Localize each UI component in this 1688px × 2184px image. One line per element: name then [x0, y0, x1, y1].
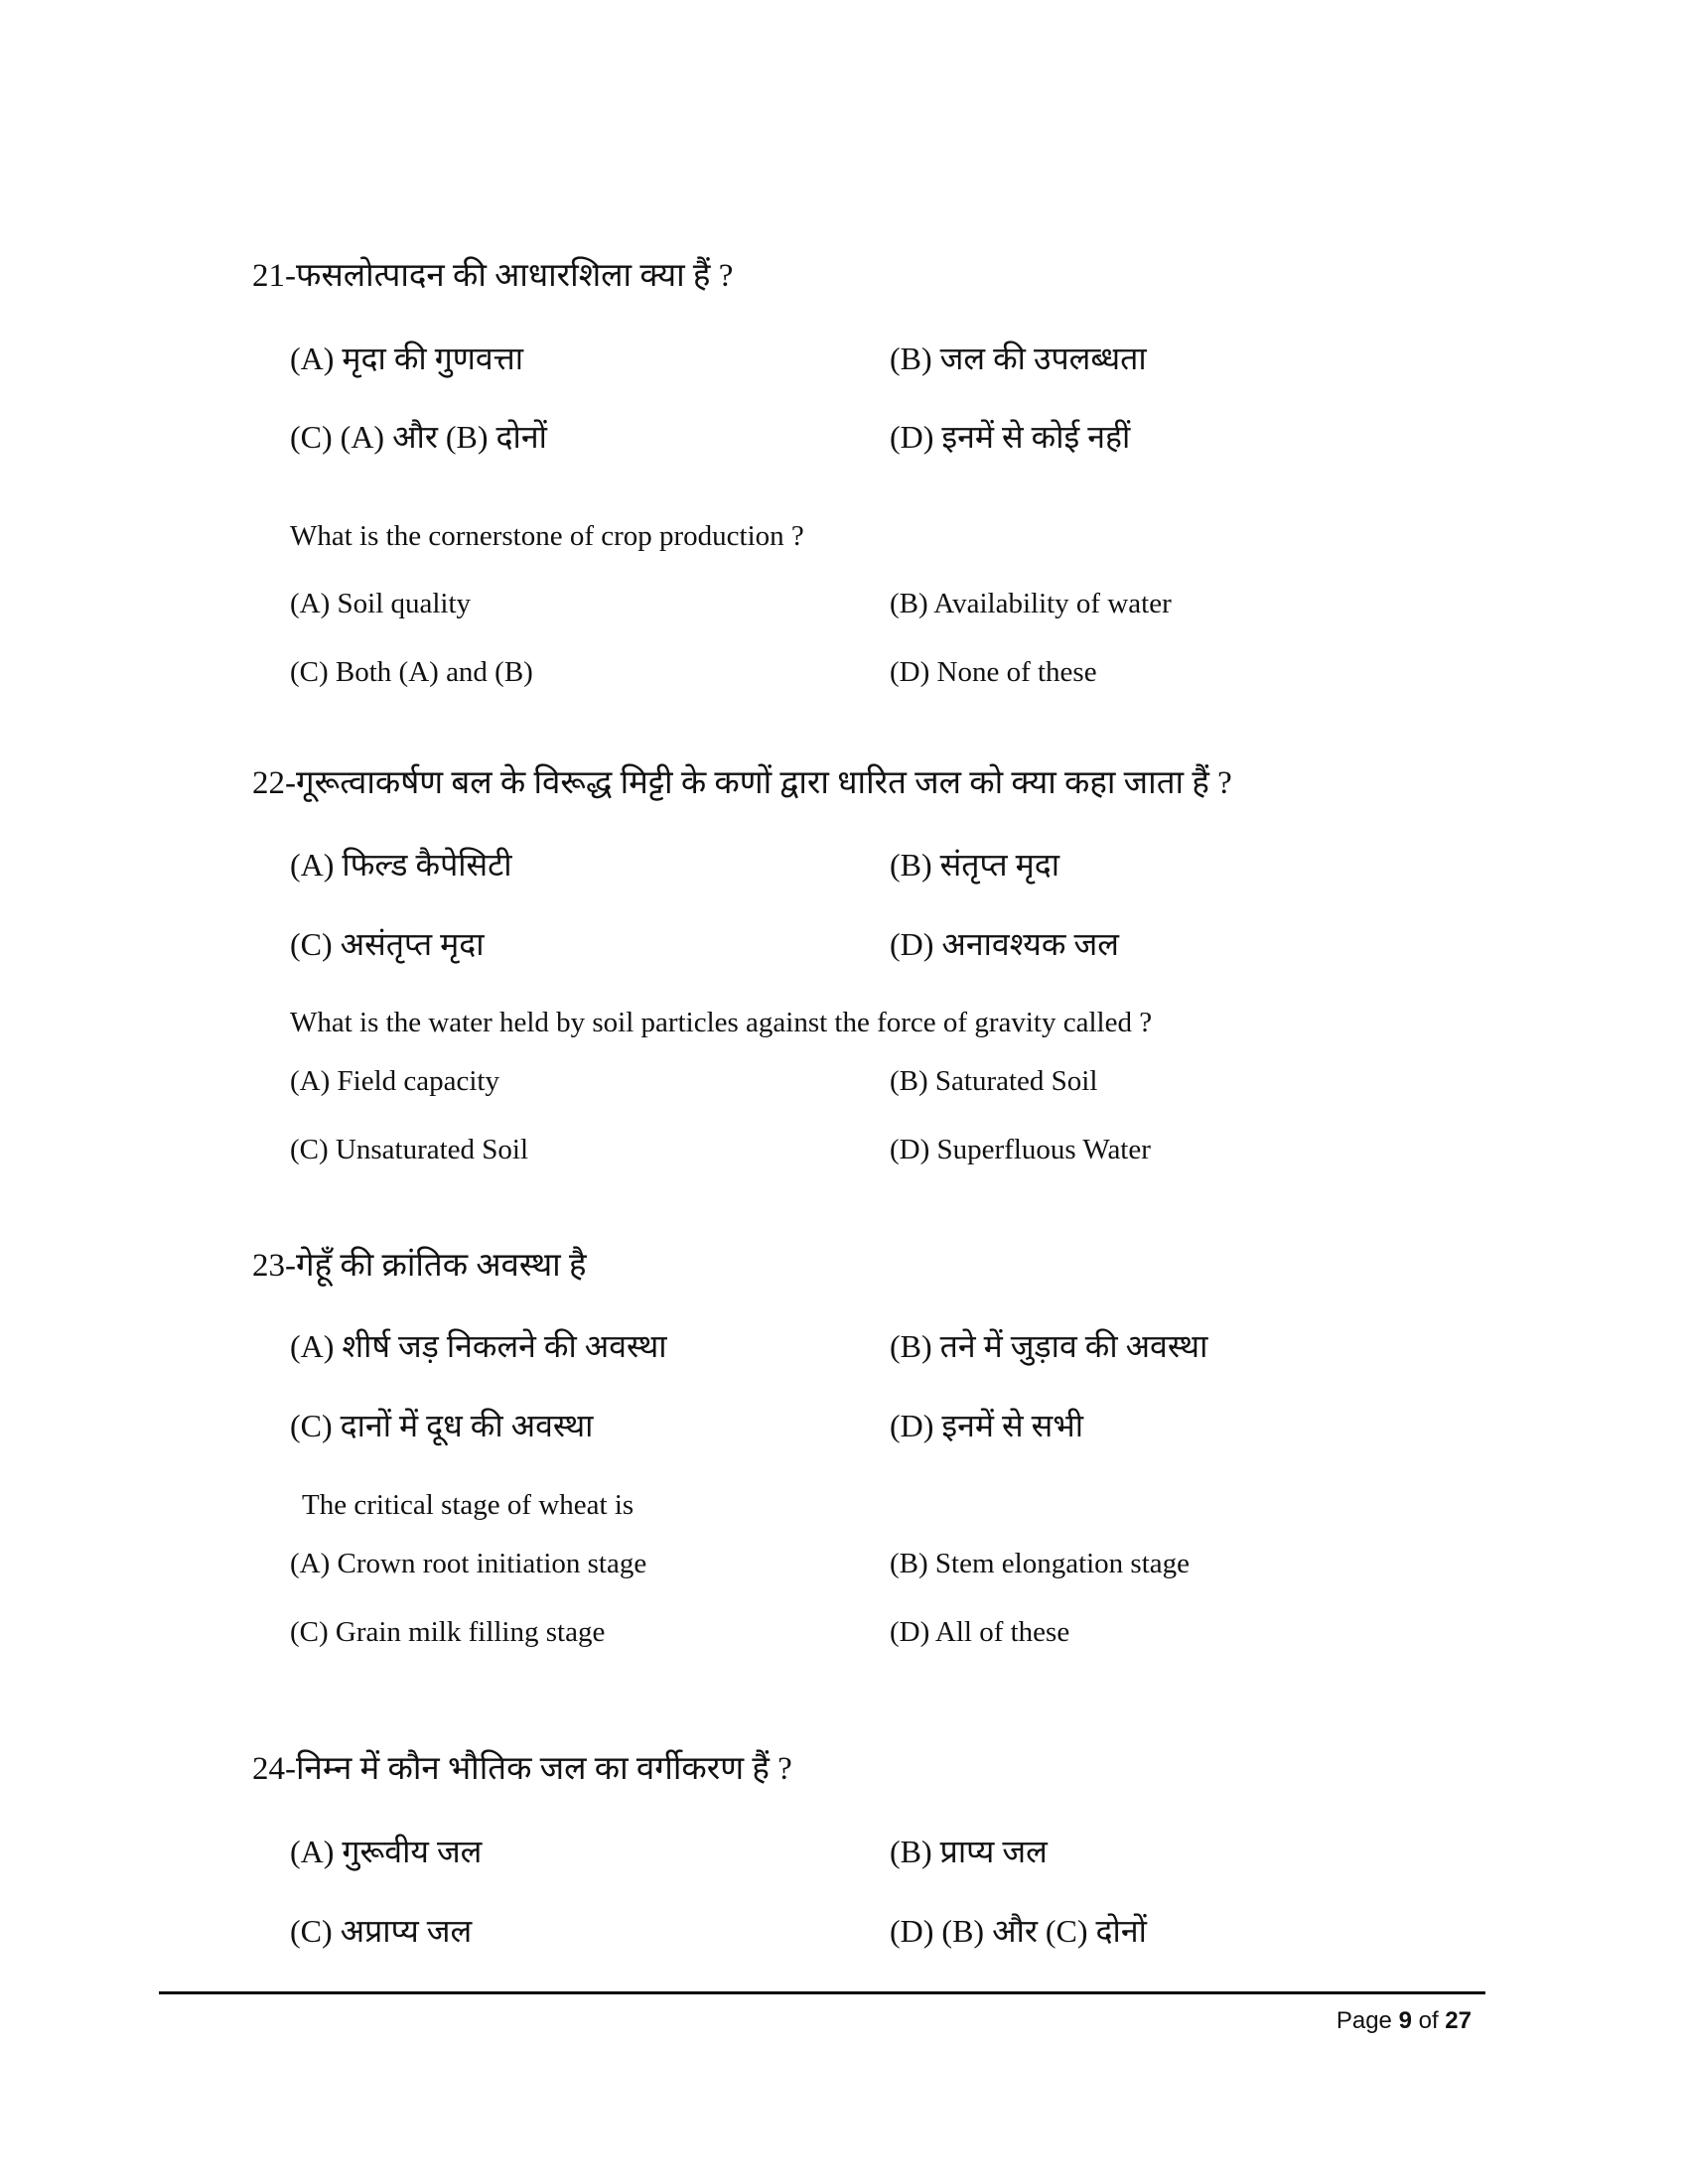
- q23-english-option-b: (B) Stem elongation stage: [890, 1548, 1191, 1579]
- q24-hindi-option-a: (A) गुरूवीय जल: [290, 1834, 483, 1869]
- q21-hindi-option-a: (A) मृदा की गुणवत्ता: [290, 341, 524, 376]
- footer-divider: [159, 1991, 1485, 1994]
- q21-hindi-option-b: (B) जल की उपलब्धता: [890, 341, 1147, 376]
- question-24-hindi: 24-निम्न में कौन भौतिक जल का वर्गीकरण हैं ?: [252, 1751, 792, 1787]
- q23-english-option-a: (A) Crown root initiation stage: [290, 1548, 647, 1579]
- q21-hindi-option-c: (C) (A) और (B) दोनों: [290, 419, 547, 455]
- q23-hindi-option-c: (C) दानों में दूध की अवस्था: [290, 1408, 594, 1443]
- q21-english-option-d: (D) None of these: [890, 656, 1097, 688]
- q24-hindi-option-d: (D) (B) और (C) दोनों: [890, 1913, 1147, 1949]
- q22-hindi-option-a: (A) फिल्ड कैपेसिटी: [290, 847, 512, 883]
- q21-english-option-b: (B) Availability of water: [890, 588, 1172, 619]
- q22-english-option-a: (A) Field capacity: [290, 1065, 499, 1097]
- q23-english-option-c: (C) Grain milk filling stage: [290, 1616, 606, 1648]
- question-23-hindi: 23-गेहूँ की क्रांतिक अवस्था है: [252, 1248, 587, 1284]
- q22-hindi-option-b: (B) संतृप्त मृदा: [890, 847, 1060, 883]
- q24-hindi-option-b: (B) प्राप्य जल: [890, 1834, 1048, 1869]
- page-number: Page 9 of 27: [1336, 2007, 1472, 2034]
- q22-hindi-option-c: (C) असंतृप्त मृदा: [290, 926, 485, 962]
- q23-hindi-option-d: (D) इनमें से सभी: [890, 1408, 1084, 1443]
- q22-english-option-d: (D) Superfluous Water: [890, 1134, 1151, 1165]
- question-22-english: What is the water held by soil particles against the force of gravity called ?: [290, 1007, 1153, 1038]
- q22-english-option-c: (C) Unsaturated Soil: [290, 1134, 529, 1165]
- q22-english-option-b: (B) Saturated Soil: [890, 1065, 1098, 1097]
- q23-hindi-option-b: (B) तने में जुड़ाव की अवस्था: [890, 1328, 1208, 1364]
- question-23-english: The critical stage of wheat is: [302, 1489, 634, 1521]
- q21-english-option-a: (A) Soil quality: [290, 588, 472, 619]
- q23-english-option-d: (D) All of these: [890, 1616, 1070, 1648]
- question-22-hindi: 22-गूरूत्वाकर्षण बल के विरूद्ध मिट्टी के कणों द्वारा धारित जल को क्या कहा जाता हैं ?: [252, 765, 1232, 801]
- question-21-english: What is the cornerstone of crop production ?: [290, 520, 804, 552]
- question-21-hindi: 21-फसलोत्पादन की आधारशिला क्या हैं ?: [252, 258, 734, 294]
- q21-hindi-option-d: (D) इनमें से कोई नहीं: [890, 419, 1131, 455]
- q21-english-option-c: (C) Both (A) and (B): [290, 656, 533, 688]
- q24-hindi-option-c: (C) अप्राप्य जल: [290, 1913, 473, 1949]
- q22-hindi-option-d: (D) अनावश्यक जल: [890, 926, 1119, 962]
- q23-hindi-option-a: (A) शीर्ष जड़ निकलने की अवस्था: [290, 1328, 667, 1364]
